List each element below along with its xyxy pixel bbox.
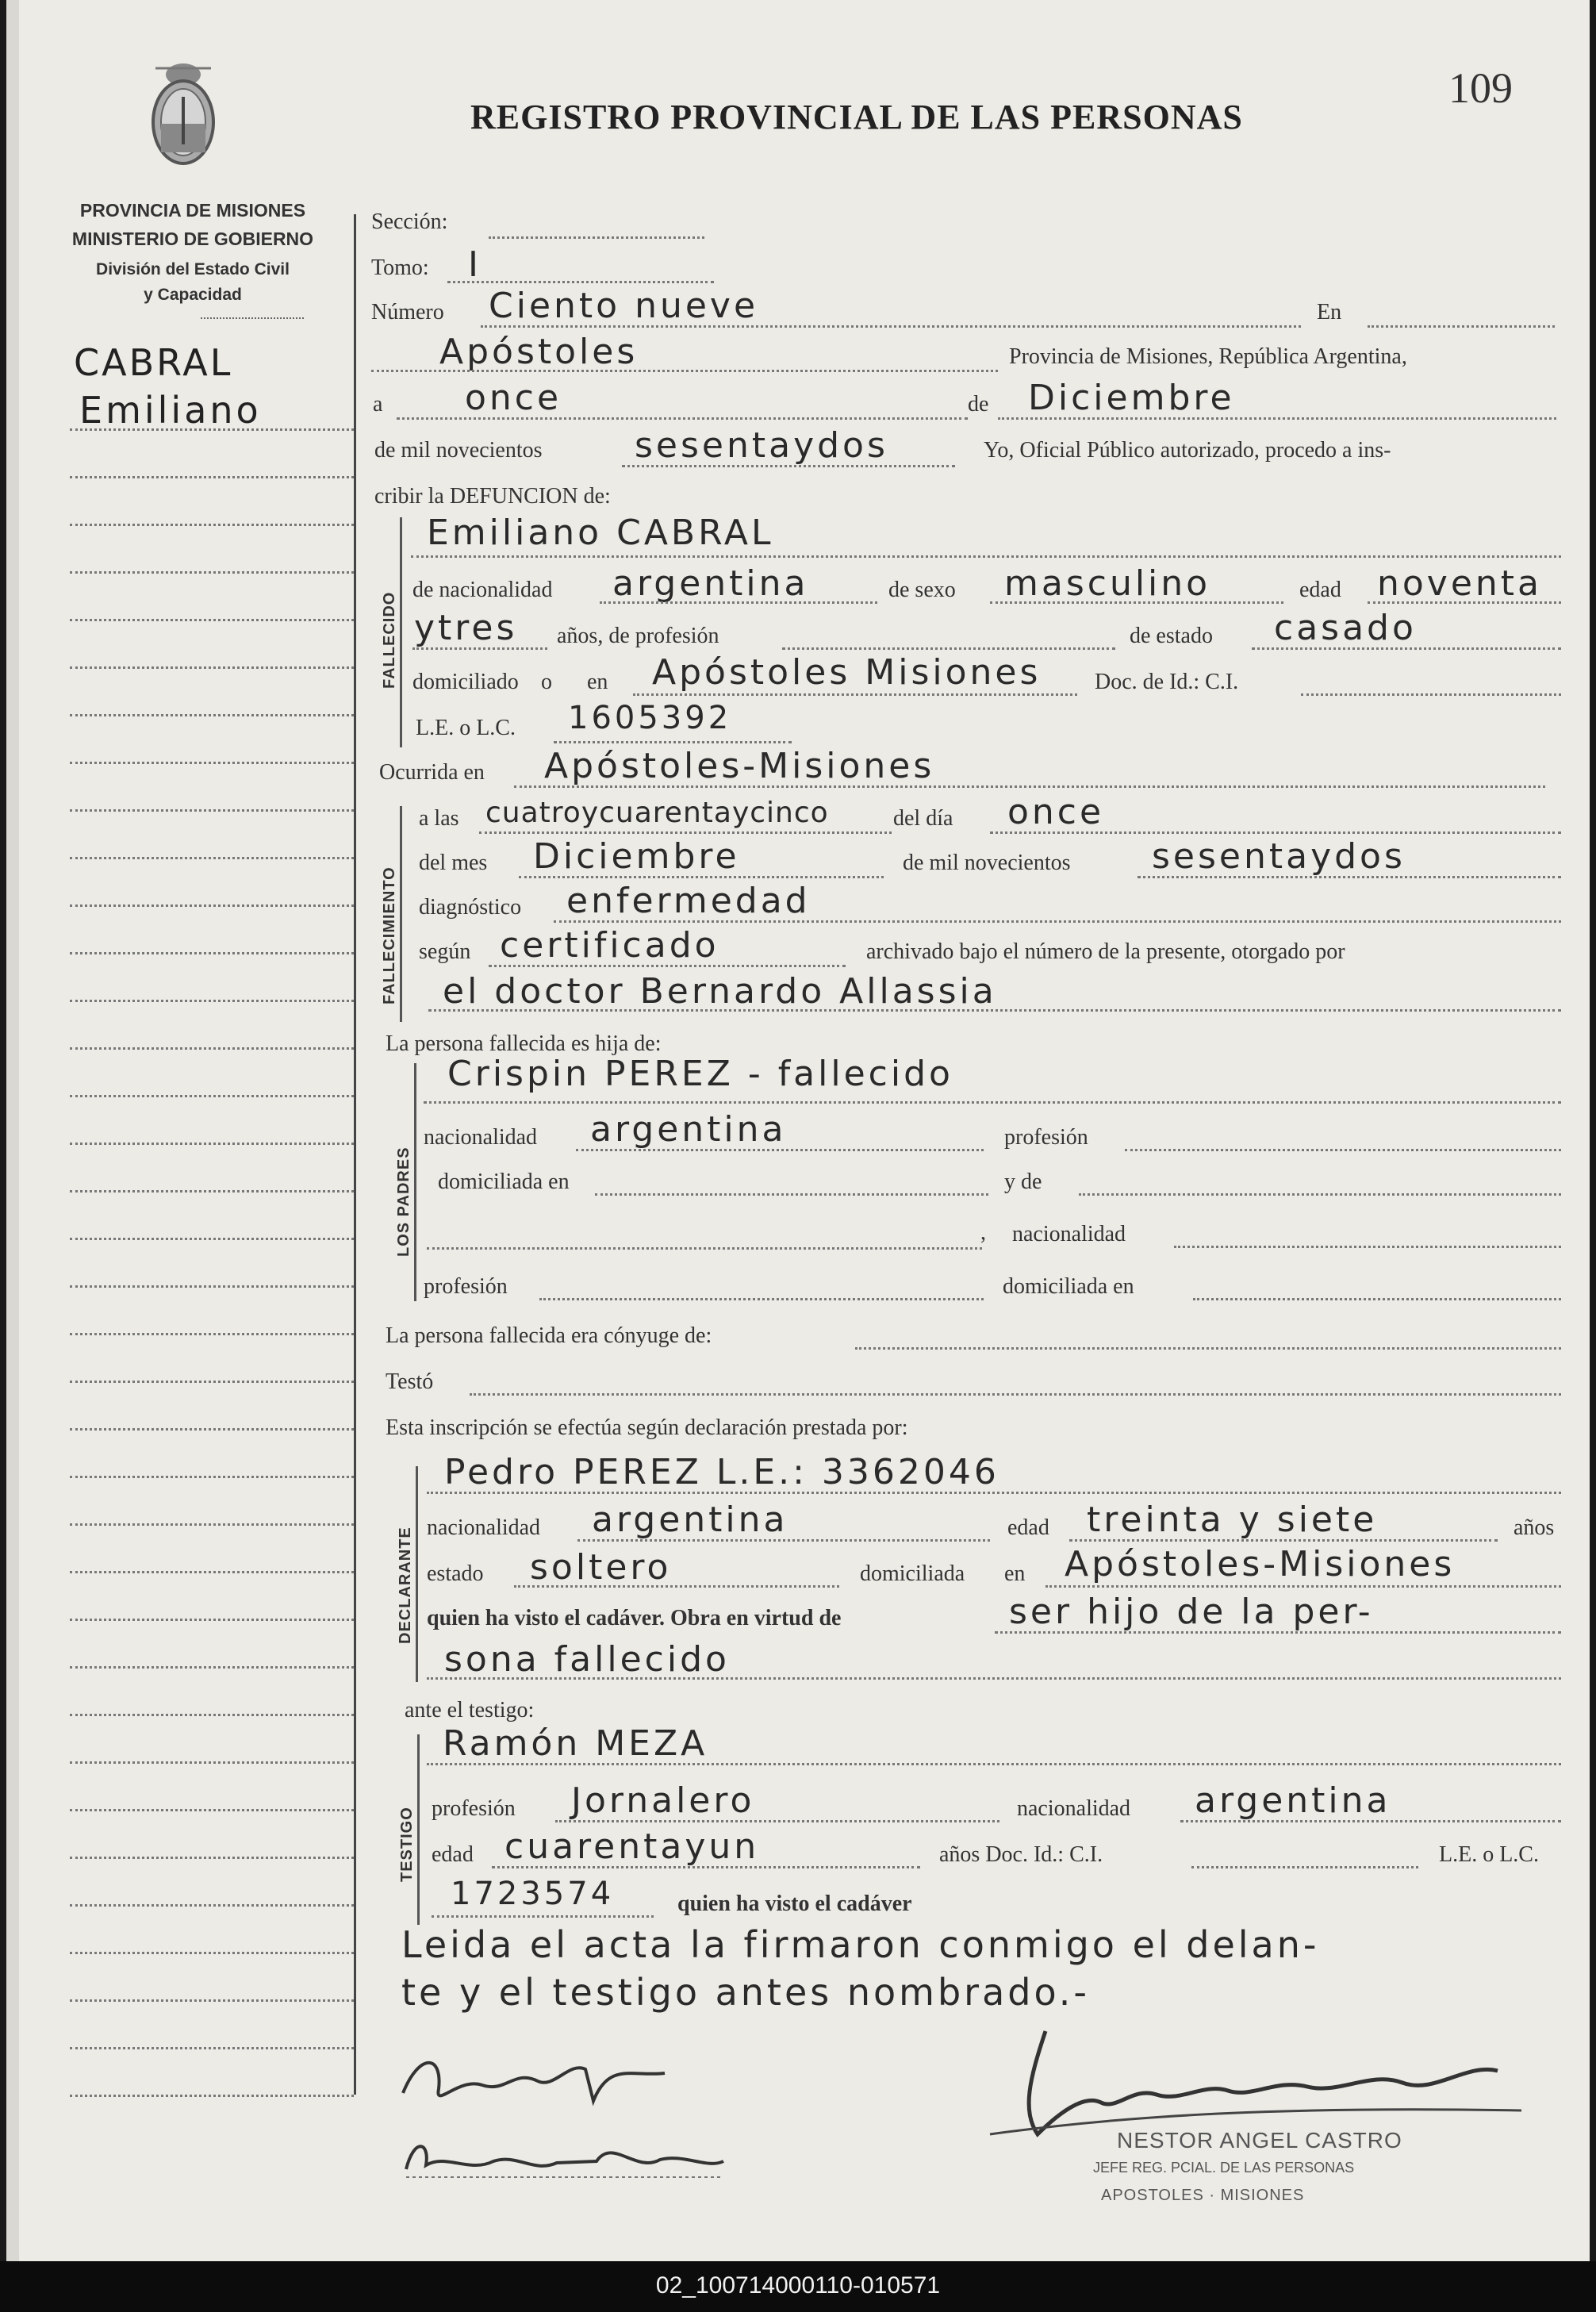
fallecido-name-line (411, 555, 1561, 558)
page-edge (6, 0, 19, 2261)
margin-ruled-line (70, 1999, 354, 2002)
tomo-line (447, 281, 714, 283)
nacionalidad-line (600, 601, 877, 604)
declarante-name-value: Pedro PEREZ L.E.: 3362046 (444, 1452, 999, 1492)
estado-value: casado (1274, 608, 1417, 648)
ocurrida-value: Apóstoles-Misiones (544, 746, 935, 786)
year-value: sesentaydos (635, 425, 888, 466)
hora-value: cuatroycuarentaycinco (485, 797, 829, 829)
fallecido-name: Emiliano CABRAL (427, 513, 774, 553)
month-value: Diciembre (1028, 378, 1235, 418)
margin-ruled-line (70, 1428, 354, 1431)
margin-ruled-line (70, 476, 354, 478)
domiciliado-label: domiciliado (412, 670, 519, 694)
tomo-label: Tomo: (371, 255, 429, 280)
margin-ruled-line (70, 1714, 354, 1716)
padres-profesion-label: profesión (1004, 1125, 1088, 1150)
margin-ruled-line (70, 524, 354, 526)
numero-line (481, 325, 1301, 328)
padres-bar (414, 1063, 416, 1301)
padres-nacionalidad-value: argentina (590, 1109, 787, 1150)
declarante-virtud-line (995, 1631, 1561, 1634)
diagnostico-line (554, 920, 1561, 923)
margin-ruled-line (70, 1047, 354, 1050)
conyuge-label: La persona fallecida era cónyuge de: (386, 1323, 712, 1348)
signature-ramon-meza (398, 2130, 731, 2185)
day-value: once (465, 378, 562, 418)
testigo-intro: ante el testigo: (405, 1698, 535, 1722)
edad-label: edad (1299, 578, 1341, 602)
margin-ruled-line (70, 1761, 354, 1764)
margin-ruled-line (70, 1095, 354, 1097)
domiciliada-en-label: domiciliada en (438, 1169, 570, 1194)
declarante-label: DECLARANTE (397, 1527, 414, 1644)
page-vertical-rule (354, 214, 356, 2095)
domiciliada-en-line (595, 1193, 988, 1196)
margin-ruled-line (70, 857, 354, 859)
ocurrida-line (514, 785, 1545, 788)
declarante-estado-label: estado (427, 1561, 484, 1586)
margin-ruled-line (70, 762, 354, 764)
margin-ruled-line (70, 428, 354, 431)
margin-ruled-line (70, 1619, 354, 1621)
cribir-text: cribir la DEFUNCION de: (374, 484, 611, 509)
ocurrida-label: Ocurrida en (379, 760, 485, 785)
padres-label: LOS PADRES (395, 1146, 412, 1257)
nacionalidad-label: de nacionalidad (412, 578, 553, 602)
padres-domiciliada2-line (1193, 1298, 1561, 1300)
declarante-nacionalidad-value: argentina (592, 1500, 788, 1540)
y-de-line (1079, 1193, 1561, 1196)
edad-value-2: ytres (414, 608, 518, 648)
conyuge-line (855, 1347, 1561, 1350)
margin-ruled-line (70, 1333, 354, 1335)
declarante-virtud-value-1: ser hijo de la per- (1009, 1592, 1374, 1632)
margin-ruled-line (70, 571, 354, 574)
profesion-line (782, 647, 1115, 650)
header-division: División del Estado Civil (96, 260, 290, 278)
registry-page (6, 0, 1590, 2261)
testigo-bar (417, 1734, 420, 1925)
le-value: 1605392 (568, 700, 732, 736)
le-line (554, 741, 792, 743)
declarante-name-line (427, 1492, 1561, 1494)
testo-line (470, 1393, 1561, 1396)
padres-nacionalidad-label: nacionalidad (424, 1125, 538, 1150)
en-label: En (1317, 300, 1342, 325)
anos-profesion-label: años, de profesión (557, 624, 719, 648)
domicilio-en-label: en (587, 670, 608, 694)
padres-profesion2-line (539, 1298, 984, 1300)
de-mil-label: de mil novecientos (903, 851, 1071, 875)
padres-nacionalidad-line (576, 1149, 984, 1151)
month-line (998, 417, 1556, 420)
page-number: 109 (1448, 64, 1513, 112)
padres-nacionalidad2-line (1174, 1246, 1561, 1248)
year-prefix: de mil novecientos (374, 438, 543, 463)
margin-ruled-line (70, 1952, 354, 1954)
madre-line (427, 1247, 982, 1250)
doctor-line (428, 1009, 1561, 1012)
margin-ruled-line (70, 1238, 354, 1240)
margin-ruled-line (70, 1523, 354, 1526)
declarante-quien-text: quien ha visto el cadáver. Obra en virtud de (427, 1606, 842, 1630)
testigo-anos-doc-label: años Doc. Id.: C.I. (939, 1842, 1103, 1867)
testigo-doc-line (432, 1915, 654, 1918)
margin-ruled-line (70, 952, 354, 954)
numero-label: Número (371, 300, 444, 325)
anio-line (1138, 876, 1561, 878)
domiciliado-o: o (541, 670, 552, 694)
sexo-label: de sexo (888, 578, 956, 602)
declarante-virtud-value-2: sona fallecido (444, 1639, 730, 1680)
segun-label: según (419, 939, 471, 964)
doc-line (1301, 693, 1561, 696)
margin-ruled-line (70, 2047, 354, 2049)
padres-domiciliada2-label: domiciliada en (1003, 1274, 1134, 1299)
testigo-label: TESTIGO (398, 1807, 416, 1882)
testigo-edad-line (492, 1866, 920, 1868)
year-line (622, 465, 955, 467)
padre-value: Crispin PEREZ - fallecido (447, 1054, 953, 1094)
segun-line (489, 965, 846, 967)
document-title: REGISTRO PROVINCIAL DE LAS PERSONAS (470, 98, 1243, 136)
place-value: Apóstoles (439, 332, 639, 372)
testigo-profesion-label: profesión (432, 1796, 516, 1821)
edad-value-1: noventa (1377, 563, 1543, 604)
place-line (371, 370, 998, 372)
padres-profesion2-label: profesión (424, 1274, 508, 1299)
fallecimiento-label: FALLECIMIENTO (381, 866, 398, 1004)
footer-code: 02_100714000110-010571 (655, 2272, 941, 2299)
footer-bar (0, 2261, 1596, 2312)
margin-ruled-line (70, 1143, 354, 1145)
estado-label: de estado (1130, 624, 1213, 648)
margin-ruled-line (70, 1285, 354, 1288)
declarante-en-label: en (1004, 1561, 1026, 1586)
declarante-virtud2-line (427, 1677, 1561, 1680)
domicilio-value: Apóstoles Misiones (652, 652, 1042, 693)
coat-of-arms-icon (148, 57, 219, 168)
testigo-nacionalidad-label: nacionalidad (1017, 1796, 1131, 1821)
declarante-estado-value: soltero (530, 1547, 672, 1588)
day-line (397, 417, 968, 420)
doctor-value: el doctor Bernardo Allassia (443, 971, 997, 1012)
declarante-anos-label: años (1514, 1515, 1555, 1540)
declarante-bar (416, 1466, 418, 1682)
declarante-domicilio-value: Apóstoles-Misiones (1065, 1544, 1456, 1584)
margin-ruled-line (70, 1666, 354, 1669)
province-text: Provincia de Misiones, República Argentina, (1009, 344, 1407, 369)
diagnostico-value: enfermedad (566, 881, 811, 921)
stamp-line-2: JEFE REG. PCIAL. DE LAS PERSONAS (1093, 2160, 1355, 2176)
mes-line (519, 876, 884, 878)
margin-ruled-line (70, 1571, 354, 1573)
declarante-nacionalidad-label: nacionalidad (427, 1515, 541, 1540)
testigo-profesion-value: Jornalero (571, 1780, 755, 1821)
segun-value: certificado (500, 925, 719, 966)
declarante-edad-line (1069, 1539, 1498, 1542)
de-label: de (968, 392, 989, 417)
doc-label: Doc. de Id.: C.I. (1095, 670, 1239, 694)
inscripcion-label: Esta inscripción se efectúa según declaración prestada por: (386, 1415, 908, 1440)
padres-profesion-line (1125, 1149, 1561, 1151)
declarante-edad-label: edad (1007, 1515, 1049, 1540)
dia-value: once (1007, 792, 1105, 832)
margin-ruled-line (70, 904, 354, 907)
declarante-edad-value: treinta y siete (1087, 1500, 1378, 1540)
sexo-value: masculino (1004, 563, 1211, 604)
testigo-quien-label: quien ha visto el cadáver (677, 1891, 912, 1916)
seccion-line (489, 236, 704, 239)
margin-ruled-line (70, 1476, 354, 1478)
declarante-estado-line (514, 1585, 839, 1588)
estado-line (1252, 647, 1561, 650)
stamp-line-3: APOSTOLES · MISIONES (1101, 2187, 1305, 2204)
testo-label: Testó (386, 1369, 434, 1394)
domicilio-line (633, 693, 1077, 696)
stamp-line-1: NESTOR ANGEL CASTRO (1117, 2128, 1402, 2153)
closing-line-1: Leida el acta la firmaron conmigo el delan- (401, 1923, 1320, 1966)
testigo-nacionalidad-line (1180, 1820, 1561, 1822)
fallecido-label: FALLECIDO (381, 591, 398, 689)
padre-line (424, 1101, 1561, 1104)
declarante-domicilio-line (1045, 1585, 1561, 1588)
testigo-edad-label: edad (432, 1842, 474, 1867)
testigo-ci-line (1191, 1866, 1418, 1868)
a-label: a (373, 392, 383, 417)
margin-ruled-line (70, 1904, 354, 1907)
closing-line-2: te y el testigo antes nombrado.- (401, 1971, 1091, 2014)
declarante-domiciliada-label: domiciliada (860, 1561, 965, 1586)
testigo-profesion-line (555, 1820, 999, 1822)
madre-comma: , (980, 1220, 986, 1245)
del-dia-label: del día (893, 806, 953, 831)
header-ministry: MINISTERIO DE GOBIERNO (71, 229, 314, 249)
signature-pedro-perez (395, 2045, 681, 2117)
header-province: PROVINCIA DE MISIONES (79, 200, 306, 221)
fallecimiento-bar (400, 806, 402, 1022)
margin-given-name: Emiliano (79, 389, 262, 432)
del-mes-label: del mes (419, 851, 488, 875)
diagnostico-label: diagnóstico (419, 895, 522, 920)
padres-intro: La persona fallecida es hija de: (386, 1031, 662, 1056)
tomo-value: I (468, 244, 481, 285)
testigo-edad-value: cuarentayun (505, 1826, 760, 1867)
padres-nacionalidad2-label: nacionalidad (1012, 1222, 1126, 1246)
le-label: L.E. o L.C. (416, 716, 516, 740)
sexo-line (990, 601, 1283, 604)
testigo-name-value: Ramón MEZA (443, 1723, 708, 1764)
a-las-label: a las (419, 806, 459, 831)
edad-line (1368, 601, 1561, 604)
testigo-name-line (427, 1763, 1561, 1765)
margin-ruled-line (70, 1381, 354, 1383)
margin-ruled-line (70, 666, 354, 669)
margin-ruled-line (70, 1857, 354, 1859)
dia-line (990, 831, 1561, 834)
en-line (1368, 325, 1555, 328)
edad2-line (412, 647, 547, 650)
mes-value: Diciembre (533, 836, 740, 877)
header-separator (201, 317, 304, 319)
nacionalidad-value: argentina (612, 563, 809, 604)
fallecido-bar (400, 517, 402, 747)
margin-ruled-line (70, 2095, 354, 2097)
margin-ruled-line (70, 619, 354, 621)
margin-surname: CABRAL (74, 341, 233, 384)
header-capacidad: y Capacidad (144, 286, 242, 304)
hora-line (479, 831, 892, 834)
testigo-doc-value: 1723574 (451, 1876, 615, 1912)
seccion-label: Sección: (371, 209, 448, 234)
margin-ruled-line (70, 809, 354, 812)
testigo-le-label: L.E. o L.C. (1439, 1842, 1539, 1867)
margin-ruled-line (70, 1809, 354, 1811)
archivado-text: archivado bajo el número de la presente, otorgado por (866, 939, 1345, 964)
margin-ruled-line (70, 714, 354, 716)
margin-ruled-line (70, 1000, 354, 1002)
testigo-nacionalidad-value: argentina (1195, 1780, 1391, 1821)
anio-value: sesentaydos (1152, 836, 1406, 877)
margin-ruled-line (70, 1190, 354, 1192)
yo-text: Yo, Oficial Público autorizado, procedo a ins- (984, 438, 1391, 463)
numero-value: Ciento nueve (489, 286, 759, 326)
y-de-label: y de (1004, 1169, 1042, 1194)
declarante-nacionalidad-line (577, 1539, 990, 1542)
